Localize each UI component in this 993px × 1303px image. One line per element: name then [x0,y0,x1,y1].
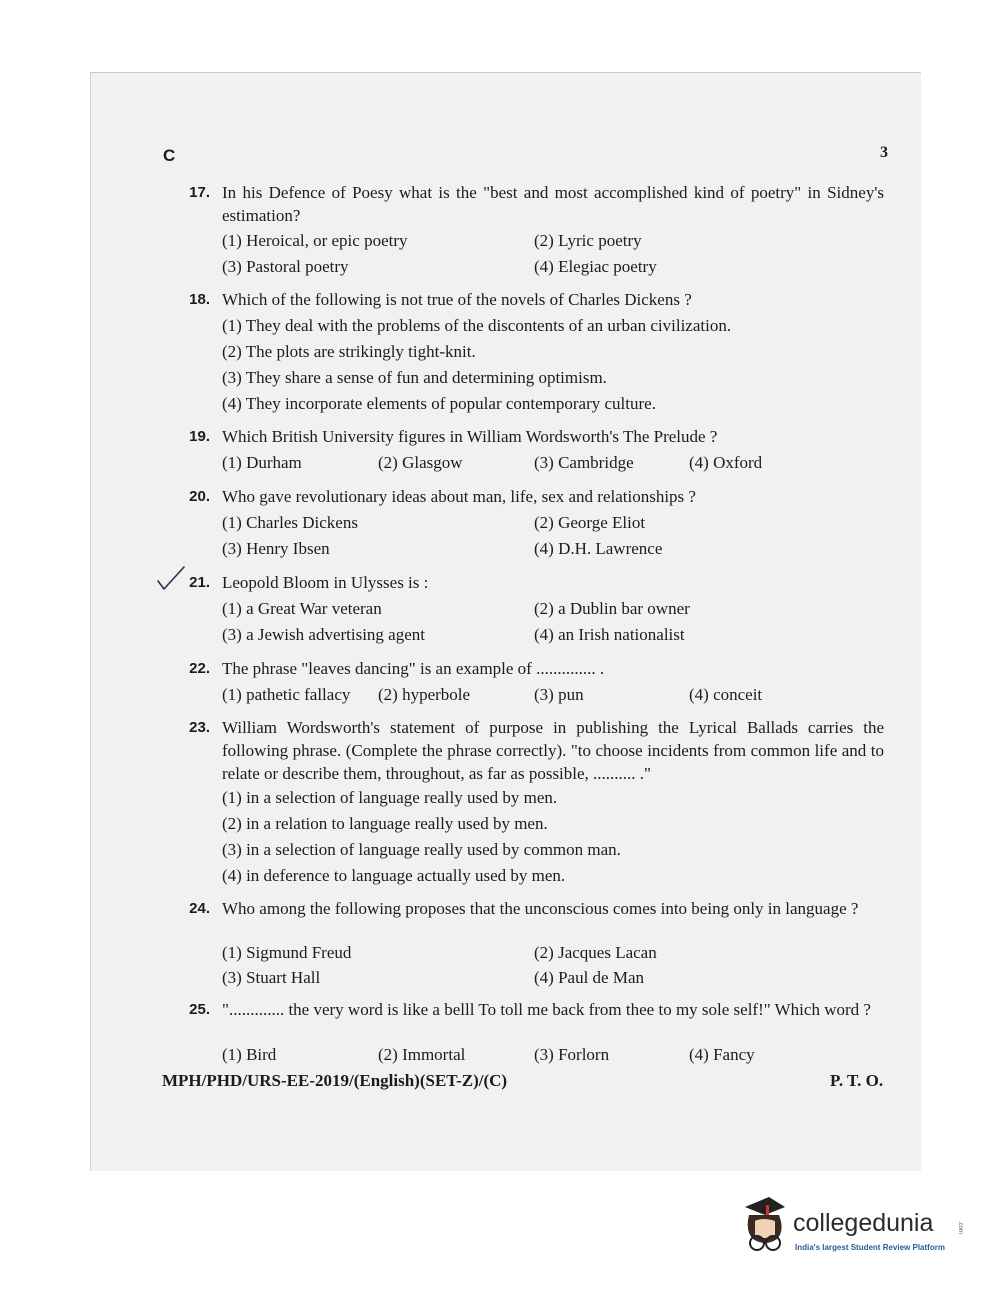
option-4: (4) They incorporate elements of popular contemporary culture. [222,394,656,413]
option-3: (3) in a selection of language really used by common man. [222,840,621,859]
option-2: (2) The plots are strikingly tight-knit. [222,342,476,361]
option-2: (2) George Eliot [534,513,646,532]
option-1: (1) Bird [222,1045,277,1064]
question-number: 25. [189,1001,210,1018]
question-number: 18. [189,291,210,308]
option-3: (3) They share a sense of fun and determining optimism. [222,368,607,387]
option-4: (4) Elegiac poetry [534,257,657,276]
option-1: (1) pathetic fallacy [222,685,351,704]
option-2: (2) Glasgow [378,453,463,472]
option-4: (4) in deference to language actually used by men. [222,866,566,885]
option-1: (1) Heroical, or epic poetry [222,231,408,250]
question-number: 23. [189,719,210,736]
question-number: 20. [189,488,210,505]
set-letter: C [163,146,176,165]
option-3: (3) Forlorn [534,1045,610,1064]
collegedunia-watermark [735,1195,965,1260]
option-4: (4) an Irish nationalist [534,625,685,644]
question-text: William Wordsworth's statement of purpose in publishing the Lyrical Ballads carries the following phrase. (Complete the phrase correctly). "to choose incidents from common life and to relate or describe them, throughout, as far as possible, .......... ." [222,718,884,783]
question-number: 19. [189,428,210,445]
option-3: (3) Pastoral poetry [222,257,349,276]
question-text: Leopold Bloom in Ulysses is : [222,573,429,592]
question-text: "............. the very word is like a belll To toll me back from thee to my sole self!" Which word ? [222,1000,871,1019]
logo-domain: .com [957,1221,963,1235]
option-1: (1) a Great War veteran [222,599,382,618]
option-3: (3) a Jewish advertising agent [222,625,425,644]
option-3: (3) Henry Ibsen [222,539,330,558]
question-text: In his Defence of Poesy what is the "best and most accomplished kind of poetry" in Sidney's estimation? [222,183,884,225]
option-2: (2) Jacques Lacan [534,943,657,962]
question-text: Which of the following is not true of the novels of Charles Dickens ? [222,290,692,309]
option-1: (1) in a selection of language really used by men. [222,788,558,807]
option-3: (3) pun [534,685,584,704]
option-2: (2) Immortal [378,1045,466,1064]
paper-code: MPH/PHD/URS-EE-2019/(English)(SET-Z)/(C) [162,1071,508,1090]
logo-tagline: India's largest Student Review Platform [795,1243,945,1252]
question-number: 21. [189,574,210,591]
option-2: (2) hyperbole [378,685,471,704]
question-text: The phrase "leaves dancing" is an example of .............. . [222,659,605,678]
option-1: (1) Charles Dickens [222,513,358,532]
question-text: Who among the following proposes that the unconscious comes into being only in language ? [222,899,859,918]
pto-label: P. T. O. [830,1071,884,1090]
question-number: 24. [189,900,210,917]
option-4: (4) Fancy [689,1045,755,1064]
option-2: (2) a Dublin bar owner [534,599,690,618]
option-4: (4) conceit [689,685,763,704]
mascot-icon [735,1195,791,1257]
question-text: Which British University figures in William Wordsworth's The Prelude ? [222,427,718,446]
option-2: (2) Lyric poetry [534,231,642,250]
option-3: (3) Stuart Hall [222,968,321,987]
question-text: Who gave revolutionary ideas about man, life, sex and relationships ? [222,487,696,506]
option-4: (4) Paul de Man [534,968,645,987]
option-1: (1) Sigmund Freud [222,943,352,962]
option-1: (1) Durham [222,453,302,472]
option-1: (1) They deal with the problems of the discontents of an urban civilization. [222,316,732,335]
page-number: 3 [880,144,888,161]
logo-wordmark: collegedunia [793,1209,934,1237]
question-number: 22. [189,660,210,677]
option-4: (4) D.H. Lawrence [534,539,663,558]
option-2: (2) in a relation to language really used by men. [222,814,548,833]
option-3: (3) Cambridge [534,453,634,472]
option-4: (4) Oxford [689,453,763,472]
question-number: 17. [189,184,210,201]
